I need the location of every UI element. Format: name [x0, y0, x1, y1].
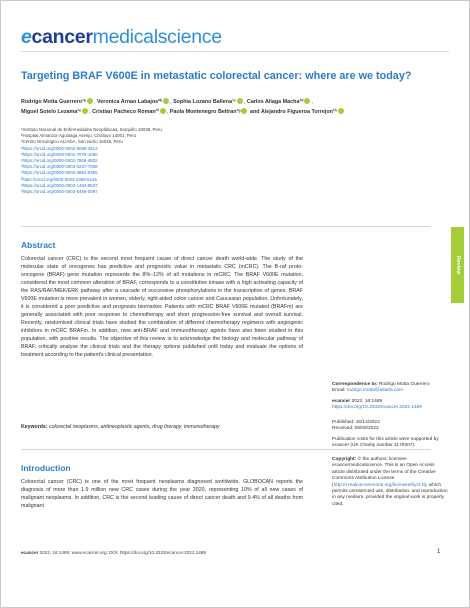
- copyright-block: [332, 457, 448, 508]
- orcid-icon[interactable]: [87, 98, 93, 104]
- author-name: Veronica Arnao Labajos²ᵇ: [96, 99, 163, 105]
- author-name: Rodrigo Motta Guerrero¹ᵃ: [21, 99, 86, 105]
- orcid-icon[interactable]: [338, 108, 344, 114]
- page-footer: [21, 550, 431, 555]
- orcid-link[interactable]: ʰhttps://orcid.org/0000-0003-8466-0097: [21, 189, 98, 195]
- orcid-link[interactable]: ᵉhttps://orcid.org/0000-0003-4861-9355: [21, 170, 98, 176]
- journal-logo[interactable]: [21, 28, 222, 48]
- affiliations: [21, 127, 321, 195]
- orcid-icon[interactable]: [82, 108, 88, 114]
- author-list: [21, 97, 451, 117]
- orcid-link[interactable]: ᶠhttps://orcid.org/0000-0003-2359-5126: [21, 176, 97, 182]
- publication-costs: Publication costs for this article were supported by ecancer (UK Charity number 1176307).: [332, 437, 439, 449]
- author-name: Cristian Pacheco Roman³ᶠ: [92, 109, 159, 115]
- citation-block: [332, 399, 448, 412]
- abstract-heading: Abstract: [21, 240, 56, 250]
- logo-cancer: cancer: [31, 26, 93, 48]
- affiliation: ³Centro Oncológico ALIADA, San Isidro 15036, Peru: [21, 139, 123, 145]
- affiliation: ¹Instituto Nacional de Enfermedades Neoplásicas, Surquillo 15038, Peru: [21, 127, 162, 132]
- keywords: [21, 424, 303, 431]
- header-divider: [21, 51, 449, 52]
- orcid-icon[interactable]: [241, 108, 247, 114]
- license-link[interactable]: http://creativecommons.org/licenses/by/4.0: [333, 482, 425, 488]
- doi-link[interactable]: https://doi.org/10.3332/ecancer.2022.1489: [332, 405, 422, 411]
- keywords-value: colorectal neoplasms, antineoplastic agents, drug therapy, immunotherapy: [48, 424, 220, 430]
- orcid-icon[interactable]: [163, 98, 169, 104]
- author-name: Miguel Sotelo Lezama¹ᵉ: [21, 109, 82, 115]
- orcid-icon[interactable]: [304, 98, 310, 104]
- article-title: Targeting BRAF V600E in metastatic colorectal cancer: where are we today?: [21, 70, 412, 82]
- author-name: and Alejandro Figueroa Torrejon¹ʰ: [249, 109, 337, 115]
- introduction-text: Colorectal cancer (CRC) is one of the most frequent neoplasms diagnosed worldwide. GLOBOCAN reports the diagnosis of more than 1.9 million new CRC cases during the year 2020, representing 10% of all new cases of malignant neoplasms. In addition, CRC is the second leading cause of direct cancer death and 9.4% of all deaths from malignant: [21, 479, 303, 509]
- published-date: Published: 15/12/2022: [332, 420, 380, 425]
- keywords-label: Keywords:: [21, 424, 48, 430]
- correspondence-block: [332, 382, 448, 395]
- email-label: Email:: [332, 388, 346, 394]
- citation-journal: ecancer: [332, 399, 351, 404]
- footer-journal: ecancer: [21, 550, 39, 555]
- abstract-text: Colorectal cancer (CRC) is the second most frequent cause of direct cancer death world-wide. The study of the molecular state of oncogenes has predictive and prognostic value in metastatic CRC (mCRC). The B-raf proto-oncogene (BRAF) gene mutation represents the 8%–12% of all mutations in mCRC. The BRAF V600E mutation, considered the most common alteration of BRAF, corresponds to a constitutive kinase with a high activating capacity of the RAS/RAF/MEK/ERK pathway after a cascade of successive phosphorylations in the transcription of genes. BRAF V600E mutation is more prevalent in women, elderly, right-sided colon cancer and Caucasian population. Unfortunately, it is considered a poor predictive and prognosis biomarker. Patients with mCRC BRAF V600E mutated (BRAFm) are generally associated with poor response to chemotherapy and short progression-free survival and overall survival. Recently, randomised clinical trials have studied the combination of different chemotherapy regimens with angiogenic inhibitors in mCRC BRAFm. In addition, new anti-BRAF and immunotherapy agents have also been studied in this population, with positive results. The objective of this review is to acknowledge the biology and molecular pathway of BRAF, critically analyse the clinical trials and the therapy options published until today and evaluate the options of treatment according to the patient's clinical presentation.: [21, 256, 303, 358]
- author-line-2: Miguel Sotelo Lezama¹ᵉ , Cristian Pacheco Roman³ᶠ , Paola Montenegro Beltran¹ᵍ and Alejandro Figueroa Torrejon¹ʰ: [21, 107, 451, 117]
- orcid-link[interactable]: ᶜhttps://orcid.org/0000-0002-7868-4802: [21, 158, 98, 164]
- orcid-link[interactable]: ᵃhttps://orcid.org/0000-0002-8086-3513: [21, 145, 98, 151]
- correspondence-label: Correspondence to:: [332, 382, 378, 387]
- page-number: 1: [437, 549, 441, 555]
- email-link[interactable]: rodrigo.motta@aliada.com: [346, 388, 404, 394]
- orcid-link[interactable]: ᵈhttps://orcid.org/0000-0003-0237-7058: [21, 164, 98, 170]
- citation-volume: 2022, 16:1489: [351, 399, 383, 404]
- section-divider: [21, 226, 431, 227]
- article-type-label: Review: [454, 255, 461, 275]
- introduction-heading: Introduction: [21, 463, 71, 473]
- logo-medicalscience: medicalscience: [92, 26, 222, 48]
- footer-citation: 2022, 16:1489; www.ecancer.org; DOI: https://doi.org/10.3332/ecancer.2022.1489: [39, 550, 206, 555]
- orcid-link[interactable]: ᵍhttps://orcid.org/0000-0003-1484-9537: [21, 182, 98, 188]
- article-type-tab: [451, 227, 464, 303]
- author-name: Paola Montenegro Beltran¹ᵍ: [169, 109, 241, 115]
- received-date: Received: 05/09/2022: [332, 426, 379, 432]
- orcid-icon[interactable]: [160, 108, 166, 114]
- copyright-label: Copyright:: [332, 457, 357, 462]
- dates-block: [332, 420, 448, 433]
- affiliation: ²Hospital Almanzor Aguinaga Asenjo, Chiclayo 14001, Peru: [21, 133, 137, 139]
- logo-e: e: [21, 26, 32, 48]
- copyright-text-end: ), which permits unrestricted use, distribution, and reproduction in any medium, provided the original work is properly cited.: [332, 482, 448, 507]
- orcid-icon[interactable]: [237, 98, 243, 104]
- orcid-link[interactable]: ᵇhttps://orcid.org/0000-0001-7079-1050: [21, 151, 98, 157]
- author-name: Carlos Aliaga Macha¹ᵈ: [246, 99, 304, 105]
- author-name: Sophia Lozano Ballena¹ᶜ: [173, 99, 236, 105]
- correspondence-name: Rodrigo Motta Guerrero: [378, 382, 430, 387]
- author-line-1: Rodrigo Motta Guerrero¹ᵃ , Veronica Arnao Labajos²ᵇ , Sophia Lozano Ballena¹ᶜ , Carlos Aliaga Macha¹ᵈ ,: [21, 99, 313, 105]
- copyright-text: © the authors; licensee ecancermedicalscience. This is an Open Access article distributed under the terms of the Creative Commons Attribution License (: [332, 457, 436, 488]
